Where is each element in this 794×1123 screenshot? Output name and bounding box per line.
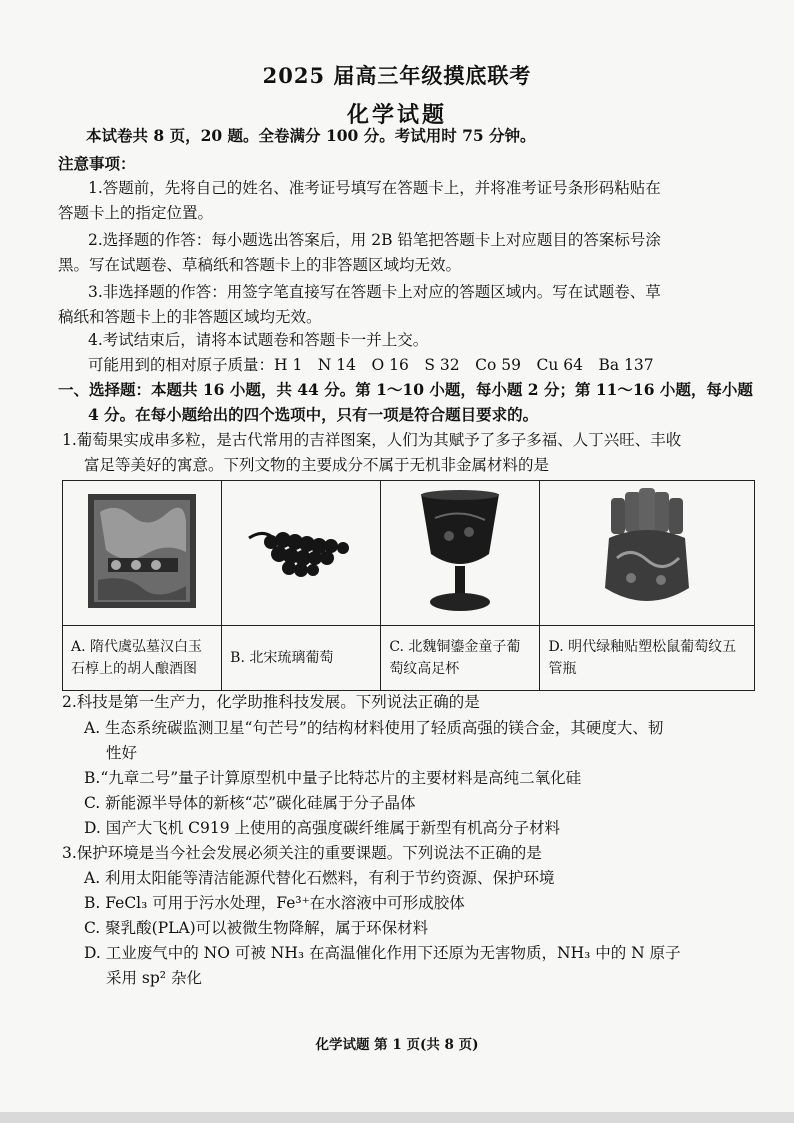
- q3-option-a: A. 利用太阳能等清洁能源代替化石燃料，有利于节约资源、保护环境: [84, 869, 555, 887]
- atomic-masses: 可能用到的相对原子质量：H 1 N 14 O 16 S 32 Co 59 Cu 64 Ba 137: [88, 356, 654, 374]
- section-1-line-2: 4 分。在每小题给出的四个选项中，只有一项是符合题目要求的。: [88, 405, 539, 424]
- note-1-line-1: 1.答题前，先将自己的姓名、准考证号填写在答题卡上，并将准考证号条形码粘贴在: [88, 179, 661, 197]
- q3-option-d-line-2: 采用 sp² 杂化: [106, 969, 202, 987]
- q3-option-b: B. FeCl₃ 可用于污水处理，Fe³⁺在水溶液中可形成胶体: [84, 894, 465, 912]
- note-2-line-1: 2.选择题的作答：每小题选出答案后，用 2B 铅笔把答题卡上对应题目的答案标号涂: [88, 231, 661, 249]
- q1-image-b: [222, 481, 381, 626]
- q1-option-d: D. 明代绿釉贴塑松鼠葡萄纹五管瓶: [540, 626, 755, 691]
- green-glaze-vase-image: [601, 488, 693, 614]
- note-3-line-1: 3.非选择题的作答：用签字笔直接写在答题卡上对应的答题区域内。写在试题卷、草: [88, 283, 661, 301]
- q1-stem-line-1: 1.葡萄果实成串多粒，是古代常用的吉祥图案，人们为其赋予了多子多福、人丁兴旺、丰收: [62, 431, 682, 449]
- q1-image-a: [63, 481, 222, 626]
- section-1-line-1: 一、选择题：本题共 16 小题，共 44 分。第 1～10 小题，每小题 2 分；第 11～16 小题，每小题: [58, 380, 753, 399]
- page-footer: 化学试题 第 1 页(共 8 页): [315, 1037, 479, 1053]
- q1-option-a: A. 隋代虞弘墓汉白玉石椁上的胡人酿酒图: [63, 626, 222, 691]
- scan-edge: [0, 1112, 794, 1123]
- q3-option-d-line-1: D. 工业废气中的 NO 可被 NH₃ 在高温催化作用下还原为无害物质，NH₃ 中的 N 原子: [84, 944, 681, 962]
- note-4: 4.考试结束后，请将本试题卷和答题卡一并上交。: [88, 331, 429, 349]
- q2-stem: 2.科技是第一生产力，化学助推科技发展。下列说法正确的是: [62, 693, 480, 711]
- note-3-line-2: 稿纸和答题卡上的非答题区域均无效。: [58, 308, 322, 326]
- stone-relief-image: [86, 492, 198, 610]
- subject-title: 化学试题: [346, 102, 447, 128]
- q2-option-b: B.“九章二号”量子计算原型机中量子比特芯片的主要材料是高纯二氧化硅: [84, 769, 582, 787]
- q3-option-c: C. 聚乳酸(PLA)可以被微生物降解，属于环保材料: [84, 919, 429, 937]
- q1-option-c: C. 北魏铜鎏金童子葡萄纹高足杯: [381, 626, 540, 691]
- note-1-line-2: 答题卡上的指定位置。: [58, 204, 214, 222]
- q1-stem-line-2: 富足等美好的寓意。下列文物的主要成分不属于无机非金属材料的是: [84, 456, 550, 474]
- exam-title: 2025 届高三年级摸底联考: [262, 63, 532, 88]
- note-2-line-2: 黑。写在试题卷、草稿纸和答题卡上的非答题区域均无效。: [58, 256, 462, 274]
- q2-option-c: C. 新能源半导体的新核“芯”碳化硅属于分子晶体: [84, 794, 416, 812]
- q2-option-a-line-2: 性好: [106, 744, 138, 762]
- glass-grapes-image: [241, 516, 361, 586]
- notes-heading: 注意事项：: [58, 154, 136, 173]
- q1-image-d: [540, 481, 755, 626]
- q1-option-b: B. 北宋琉璃葡萄: [222, 626, 381, 691]
- q1-image-c: [381, 481, 540, 626]
- q2-option-a-line-1: A. 生态系统碳监测卫星“句芒号”的结构材料使用了轻质高强的镁合金，其硬度大、韧: [84, 719, 664, 737]
- q2-option-d: D. 国产大飞机 C919 上使用的高强度碳纤维属于新型有机高分子材料: [84, 819, 561, 837]
- exam-info: 本试卷共 8 页，20 题。全卷满分 100 分。考试用时 75 分钟。: [86, 126, 536, 145]
- gilt-cup-image: [415, 488, 505, 614]
- q1-image-table: [62, 480, 755, 691]
- q3-stem: 3.保护环境是当今社会发展必须关注的重要课题。下列说法不正确的是: [62, 844, 542, 862]
